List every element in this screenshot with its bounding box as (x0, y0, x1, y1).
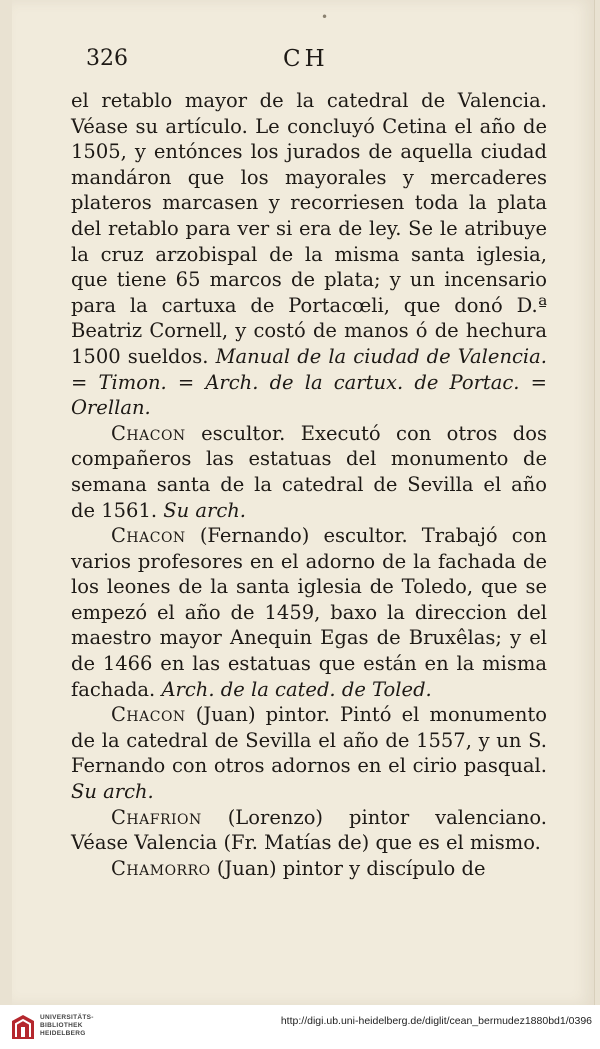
library-name: UNIVERSITÄTS- BIBLIOTHEK HEIDELBERG (40, 1014, 94, 1037)
running-head: CH (283, 46, 329, 72)
source-url[interactable]: http://digi.ub.uni-heidelberg.de/diglit/cean_bermudez1880bd1/0396 (280, 1015, 592, 1027)
source-citation: Arch. de la cated. de Toled. (161, 677, 432, 701)
paragraph-text: (Fernando) escultor. Trabajó con varios profesores en el adorno de la fachada de los leones de la santa iglesia de Toledo, que se empezó el año de 1459, baxo la direccion del maestro mayor Anequin Egas de Bruxêlas; y el de 1466 en las estatuas que están en la misma fachada. (71, 524, 547, 701)
paragraph-text: (Juan) pintor. Pintó el monumento de la catedral de Sevilla el año de 1557, y un S. Fernando con otros adornos en el cirio pasqual. (71, 703, 547, 778)
paragraph-text: el retablo mayor de la catedral de Valencia. Véase su artículo. Le concluyó Cetina el año de 1505, y entónces los jurados de aquella ciudad mandáron que los mayorales y mercaderes plateros marcasen y recorriesen toda la plata del retablo para ver si era de ley. Se le atribuye la cruz arzobispal de la misma santa iglesia, que tiene 65 marcos de plata; y un incensario para la cartuxa de Portacœli, que donó D.ª Beatriz Cornell, y costó de manos ó de hechura 1500 sueldos. (71, 89, 547, 368)
paragraph-text: (Juan) pintor y discípulo de (210, 856, 486, 880)
paragraph (71, 805, 547, 856)
source-citation: Manual de la ciudad de Valencia. = Timon. = Arch. de la cartux. de Portac. = Orellan. (71, 344, 547, 420)
body-text (71, 88, 547, 881)
footer-bar (0, 1005, 600, 1049)
paragraph-text: (Lorenzo) pintor valenciano. Véase Valencia (Fr. Matías de) que es el mismo. (71, 805, 547, 855)
paragraph (71, 702, 547, 804)
source-citation: Su arch. (71, 780, 154, 804)
paragraph (71, 523, 547, 702)
entry-name: Chacon (111, 524, 186, 548)
page-number: 326 (86, 46, 128, 71)
university-library-logo-icon (10, 1013, 36, 1041)
entry-name: Chacon (111, 703, 186, 727)
paragraph (71, 856, 547, 882)
source-citation: Su arch. (163, 498, 246, 522)
paragraph (71, 88, 547, 421)
paragraph-text: escultor. Executó con otros dos compañeros las estatuas del monumento de semana santa de la catedral de Sevilla el año de 1561. (71, 421, 547, 522)
page-top-mark: • (321, 10, 329, 24)
entry-name: Chamorro (111, 856, 211, 880)
entry-name: Chafrion (111, 805, 202, 829)
book-page (12, 0, 595, 1005)
page-header (86, 46, 546, 82)
paragraph (71, 421, 547, 523)
entry-name: Chacon (111, 421, 186, 445)
